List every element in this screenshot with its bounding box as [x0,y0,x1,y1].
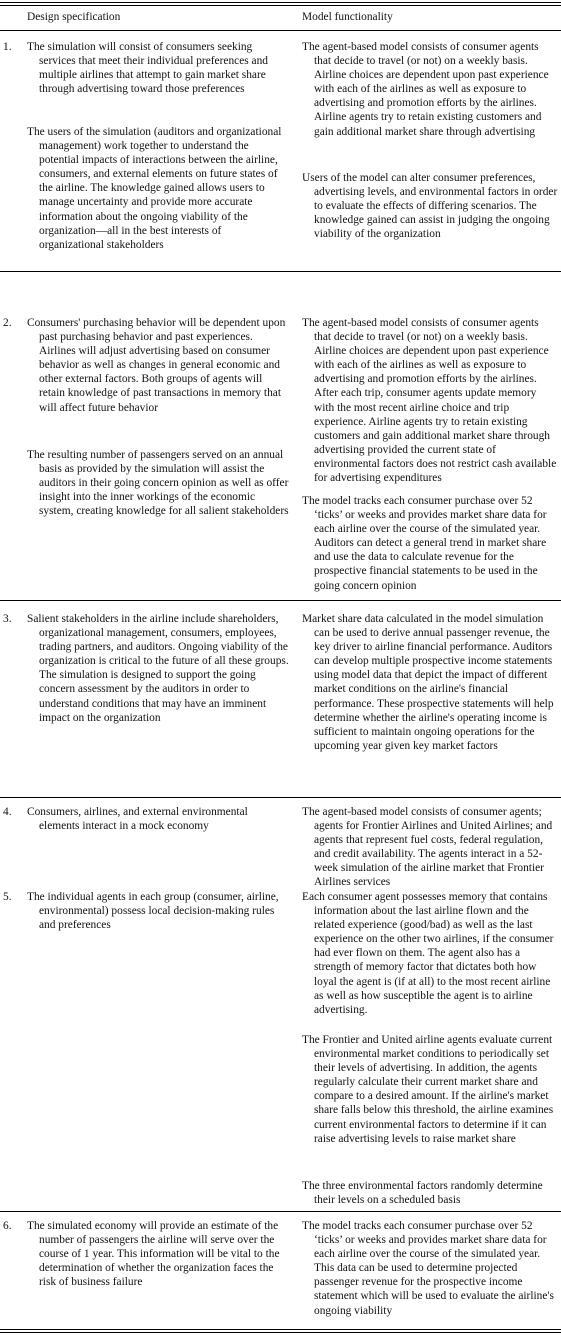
row-number: 6. [3,1220,12,1232]
design-text: Salient stakeholders in the airline include shareholders, organizational management, consumers, employees, trading partners, and auditors. Ongoing viability of the organization is critical to the future of all these groups. The simulation is designed to support the going concern assessment by the auditors in order to understand conditions that may have an imminent impact on the organization [27,613,289,724]
column-header-model: Model functionality [302,11,393,23]
model-text: Market share data calculated in the model simulation can be used to derive annual passenger revenue, the key driver to airline financial performance. Auditors can develop multiple prospective income statements using model data that depict the impact of different market conditions on the airline's financial performance. These prospective statements will help determine whether the airline's operating income is sufficient to maintain ongoing operations for the upcoming year given key market factors [302,613,554,752]
design-text: Consumers, airlines, and external environmental elements interact in a mock economy [27,806,248,833]
row-number: 3. [3,613,12,625]
design-text: The simulated economy will provide an estimate of the number of passengers the airline will serve over the course of 1 year. This information will be vital to the determination of whether the organization faces the risk of business failure [27,1220,280,1289]
model-text: The three environmental factors randomly determine their levels on a scheduled basis [302,1180,543,1207]
column-header-design: Design specification [27,11,121,23]
row-rule [0,271,561,272]
model-text: The agent-based model consists of consumer agents that decide to travel (or not) on a weekly basis. Airline choices are dependent upon past experience with each of the airlines as well as exposure to advertising and promotion efforts by the airlines. After each trip, consumer agents update memory with the most recent airline choice and trip experience. Airline agents try to retain existing customers and gain additional market share through advertising provided the current state of environmental factors does not restrict cash available for advertising expenditures [302,317,557,485]
model-text: The Frontier and United airline agents evaluate current environmental market conditions to periodically set their levels of advertising. In addition, the agents regularly calculate their current market share and compare to a desired amount. If the airline's market share falls below this threshold, the airline examines current environmental factors to determine if it can raise advertising levels to raise market share [302,1034,554,1145]
row-number: 1. [3,41,12,53]
model-text: The agent-based model consists of consumer agents; agents for Frontier Airlines and United Airlines; and agents that represent fuel costs, federal regulation, and credit availability. The agents interact in a 52-week simulation of the airline market that Frontier Airlines services [302,806,553,889]
bottom-rule-2 [0,1332,561,1333]
header-rule [0,30,561,31]
design-text: The individual agents in each group (consumer, airline, environmental) possess local decision-making rules and preferences [27,891,279,932]
row-rule [0,600,561,601]
row-number: 5. [3,891,12,903]
bottom-rule-1 [0,1329,561,1330]
model-text: The model tracks each consumer purchase over 52 ‘ticks’ or weeks and provides market share data for each airline over the course of the simulated year. Auditors can detect a general trend in market share and use the data to calculate revenue for the prospective financial statements to be used in the going concern opinion [302,495,547,592]
design-text: The simulation will consist of consumers seeking services that meet their individual preferences and multiple airlines that attempt to gain market share through advertising toward those preferences [27,41,268,96]
design-text: The users of the simulation (auditors and organizational management) work together to understand the potential impacts of interactions between the airline, consumers, and external elements on future states of the airline. The knowledge gained allows users to manage uncertainty and provide more accurate information about the ongoing viability of the organization—all in the best interests of organizational stakeholders [27,126,282,251]
row-rule [0,797,561,798]
design-text: Consumers' purchasing behavior will be dependent upon past purchasing behavior and past experiences. Airlines will adjust advertising based on consumer behavior as well as changes in general economic and other external factors. Both groups of agents will retain knowledge of past transactions in memory that will affect future behavior [27,317,286,414]
row-rule [0,1211,561,1212]
top-rule-2 [0,5,561,6]
model-text: The agent-based model consists of consumer agents that decide to travel (or not) on a weekly basis. Airline choices are dependent upon past experience with each of the airlines as well as exposure to advertising and promotion efforts by the airlines. Airline agents try to retain existing customers and gain additional market share through advertising [302,41,549,138]
model-text: Users of the model can alter consumer preferences, advertising levels, and environmental factors in order to evaluate the effects of differing scenarios. The knowledge gained can assist in judging the ongoing viability of the organization [302,172,558,241]
top-rule-1 [0,2,561,3]
model-text: Each consumer agent possesses memory that contains information about the last airline flown and the related experience (good/bad) as well as the last experience on the other two airlines, if the consumer had ever flown on them. The agent also has a strength of memory factor that dictates both how loyal the agent is (if at all) to the most recent airline as well as how susceptible the agent is to airline advertising. [302,891,554,1016]
row-number: 4. [3,806,12,818]
model-text: The model tracks each consumer purchase over 52 ‘ticks’ or weeks and provides market share data for each airline over the course of the simulated year. This data can be used to determine projected passenger revenue for the prospective income statement which will be used to evaluate the airline's ongoing viability [302,1220,554,1317]
design-text: The resulting number of passengers served on an annual basis as provided by the simulation will assist the auditors in their going concern opinion as well as offer insight into the inner workings of the economic system, creating knowledge for all salient stakeholders [27,449,289,518]
row-number: 2. [3,317,12,329]
